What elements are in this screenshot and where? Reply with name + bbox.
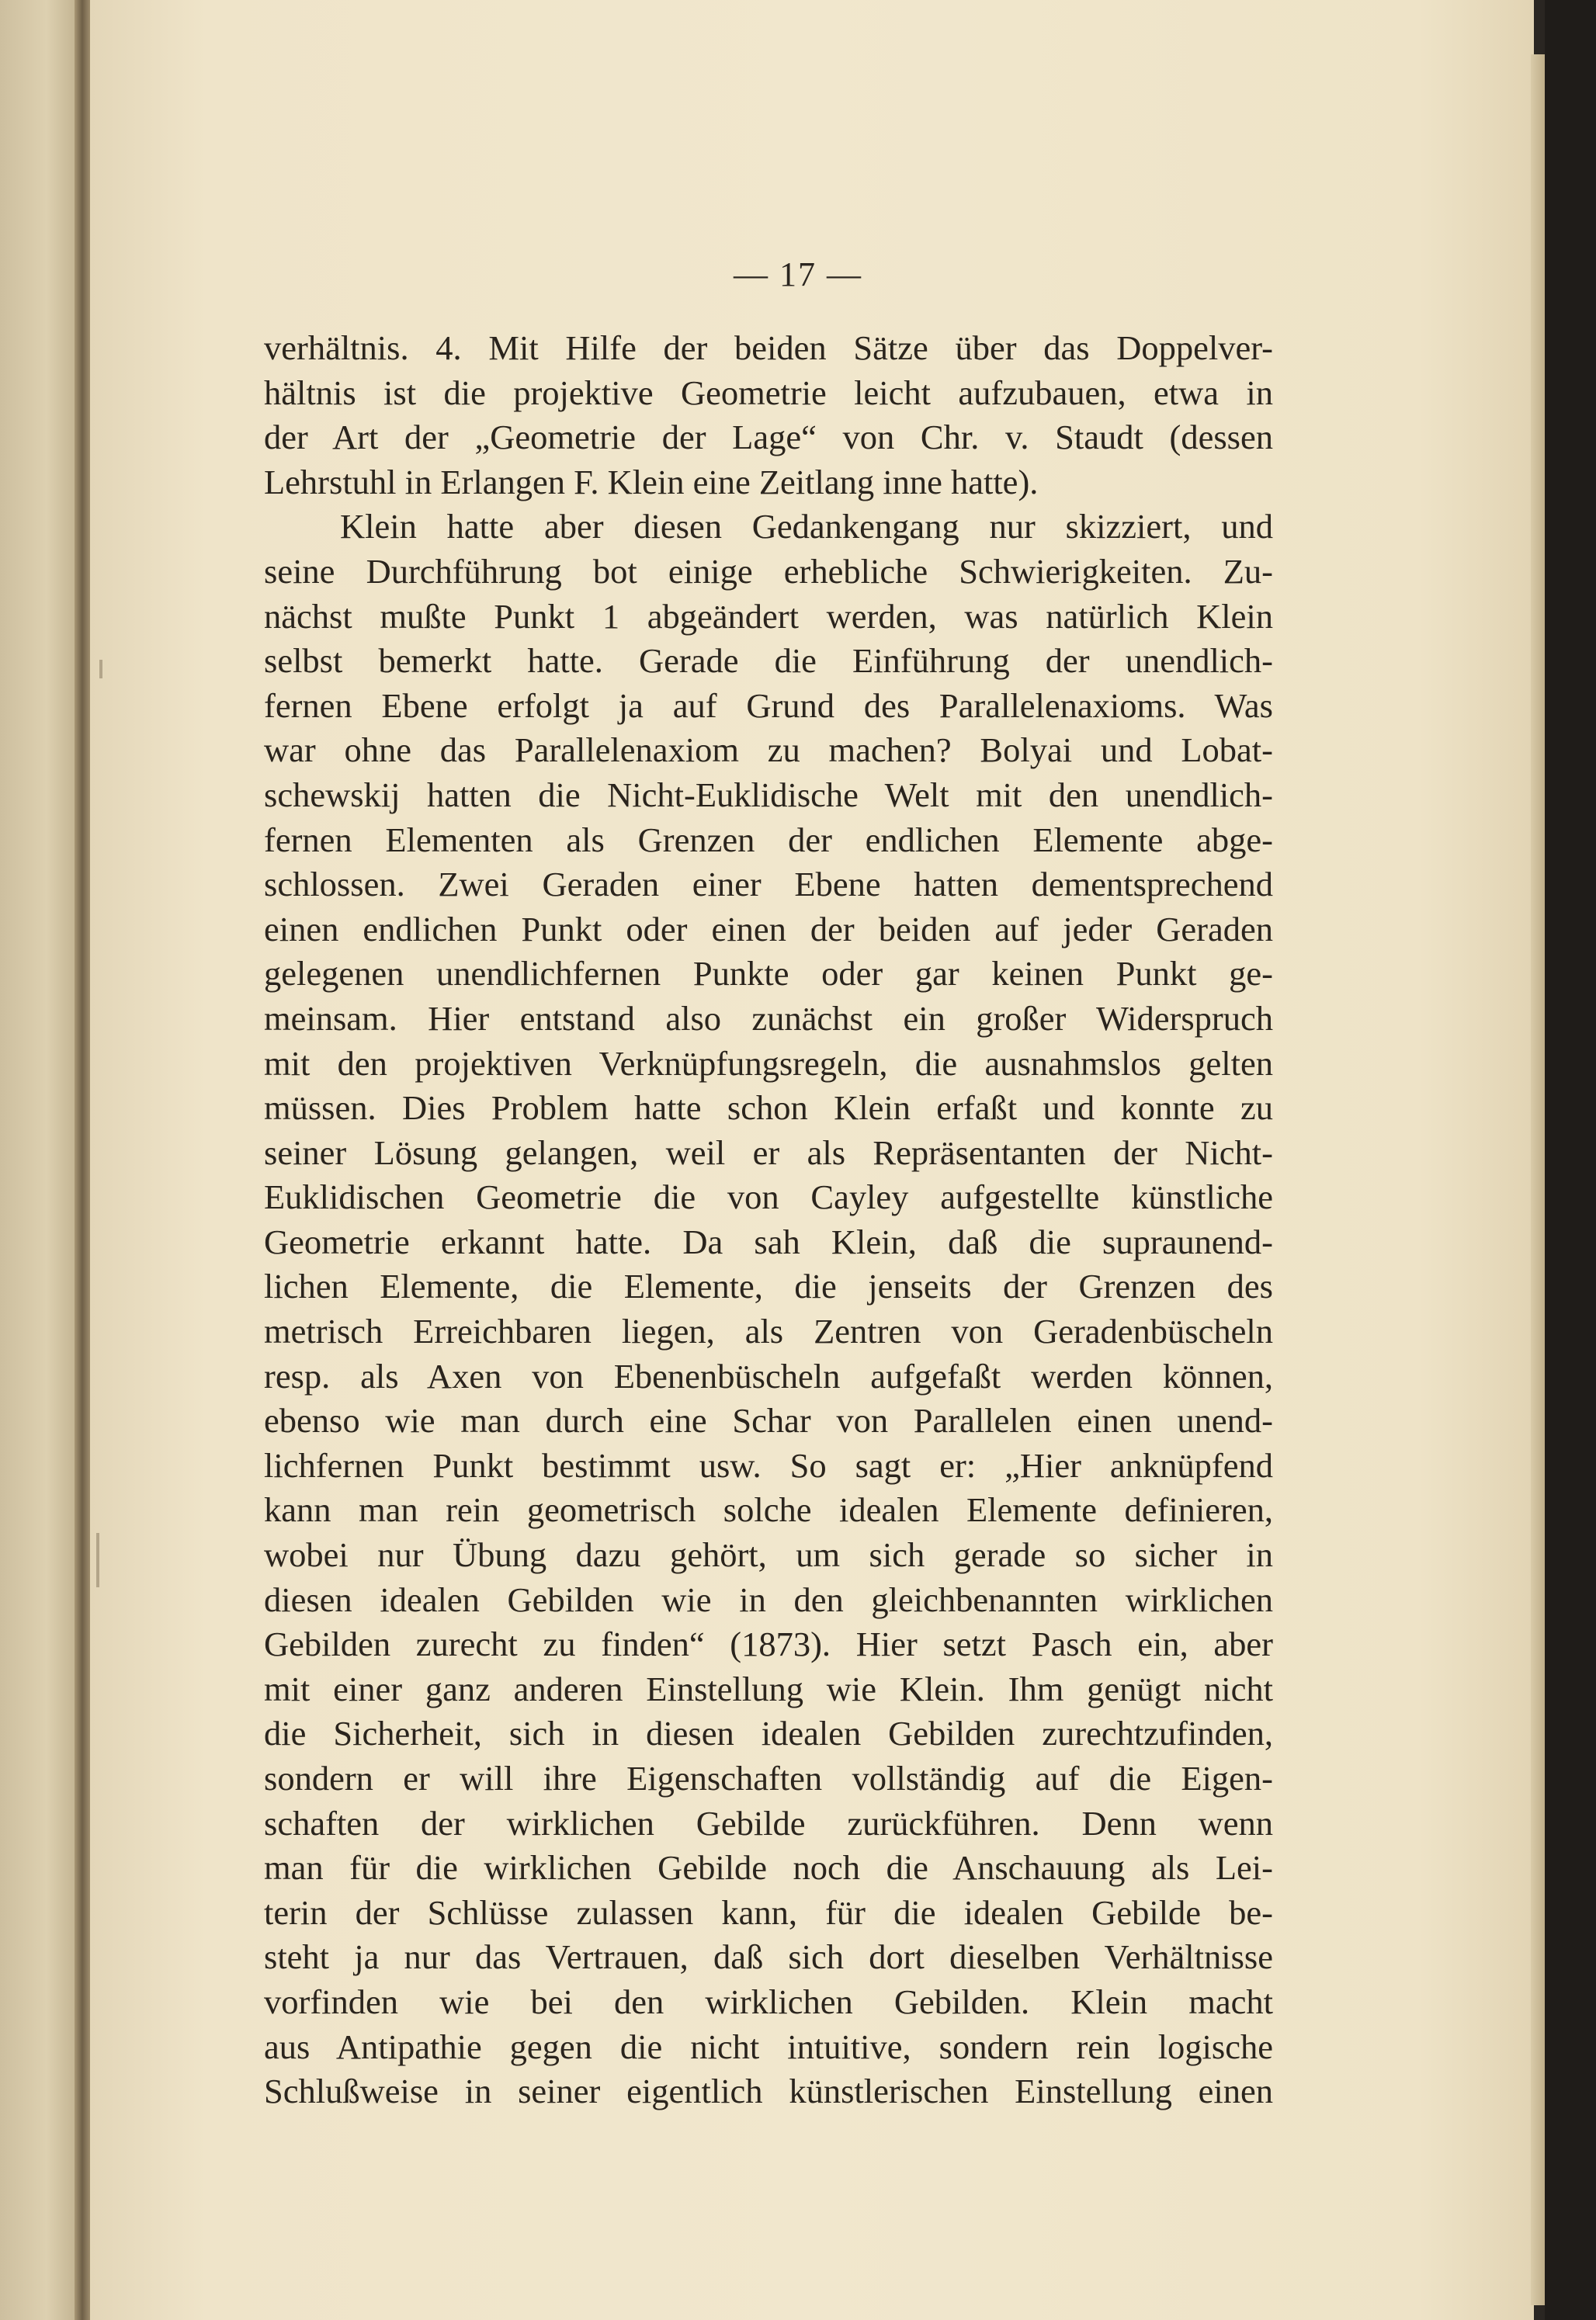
text-line: Klein hatte aber diesen Gedankengang nur skizziert, und (340, 507, 1273, 546)
text-line: metrisch Erreichbaren liegen, als Zentren von Geradenbüscheln (264, 1312, 1273, 1351)
text-line: steht ja nur das Vertrauen, daß sich dort dieselben Verhältnisse (264, 1937, 1273, 1977)
text-line: lichen Elemente, die Elemente, die jenseits der Grenzen des (264, 1267, 1273, 1306)
text-line: die Sicherheit, sich in diesen idealen Gebilden zurechtzufinden, (264, 1714, 1273, 1753)
text-line: seiner Lösung gelangen, weil er als Repräsentanten der Nicht- (264, 1132, 1273, 1172)
text-line: nächst mußte Punkt 1 abgeändert werden, was natürlich Klein (264, 596, 1273, 636)
text-line: lichfernen Punkt bestimmt usw. So sagt er: „Hier anknüpfend (264, 1445, 1273, 1485)
text-line: der Art der „Geometrie der Lage“ von Chr. v. Staudt (dessen (264, 418, 1273, 457)
text-line: gelegenen unendlichfernen Punkte oder gar keinen Punkt ge- (264, 954, 1273, 994)
paragraph (264, 326, 1273, 505)
facing-page-edge (0, 0, 78, 2320)
text-line: war ohne das Parallelenaxiom zu machen? Bolyai und Lobat- (264, 730, 1273, 770)
text-line: kann man rein geometrisch solche idealen Elemente definieren, (264, 1490, 1273, 1530)
text-line: selbst bemerkt hatte. Gerade die Einführung der unendlich- (264, 641, 1273, 681)
text-line: aus Antipathie gegen die nicht intuitive, sondern rein logische (264, 2027, 1273, 2066)
paragraph (264, 505, 1273, 2114)
text-line: meinsam. Hier entstand also zunächst ein großer Widerspruch (264, 998, 1273, 1038)
body-text (264, 326, 1273, 2114)
text-line: vorfinden wie bei den wirklichen Gebilden. Klein macht (264, 1982, 1273, 2021)
text-line: resp. als Axen von Ebenenbüscheln aufgefaßt werden können, (264, 1356, 1273, 1396)
book-gutter (75, 0, 92, 2320)
margin-mark (99, 660, 102, 678)
page-edge-shadow (1531, 54, 1545, 2305)
text-line: schlossen. Zwei Geraden einer Ebene hatten dementsprechend (264, 865, 1273, 904)
scan-right-border (1545, 0, 1596, 2320)
text-line: Euklidischen Geometrie die von Cayley aufgestellte künstliche (264, 1177, 1273, 1217)
margin-mark (96, 1533, 99, 1587)
text-line: wobei nur Übung dazu gehört, um sich gerade so sicher in (264, 1535, 1273, 1575)
text-line: schaften der wirklichen Gebilde zurückführen. Denn wenn (264, 1803, 1273, 1843)
text-line: hältnis ist die projektive Geometrie leicht aufzubauen, etwa in (264, 373, 1273, 412)
text-line: verhältnis. 4. Mit Hilfe der beiden Sätze über das Doppelver- (264, 328, 1273, 367)
text-line: Geometrie erkannt hatte. Da sah Klein, daß die supraunend- (264, 1222, 1273, 1261)
text-line: müssen. Dies Problem hatte schon Klein erfaßt und konnte zu (264, 1088, 1273, 1128)
text-line: diesen idealen Gebilden wie in den gleichbenannten wirklichen (264, 1580, 1273, 1619)
text-line: terin der Schlüsse zulassen kann, für die idealen Gebilde be- (264, 1892, 1273, 1932)
text-line: man für die wirklichen Gebilde noch die Anschauung als Lei- (264, 1848, 1273, 1888)
text-line: fernen Ebene erfolgt ja auf Grund des Parallelenaxioms. Was (264, 685, 1273, 725)
text-line: Gebilden zurecht zu finden“ (1873). Hier setzt Pasch ein, aber (264, 1625, 1273, 1664)
text-line: mit einer ganz anderen Einstellung wie Klein. Ihm genügt nicht (264, 1669, 1273, 1708)
text-line: einen endlichen Punkt oder einen der beiden auf jeder Geraden (264, 909, 1273, 948)
text-line: schewskij hatten die Nicht-Euklidische Welt mit den unendlich- (264, 775, 1273, 814)
page-number: — 17 — (734, 255, 862, 293)
text-line: mit den projektiven Verknüpfungsregeln, die ausnahmslos gelten (264, 1043, 1273, 1083)
text-line: sondern er will ihre Eigenschaften vollständig auf die Eigen- (264, 1759, 1273, 1798)
text-line: seine Durchführung bot einige erhebliche Schwierigkeiten. Zu- (264, 551, 1273, 591)
text-line: Lehrstuhl in Erlangen F. Klein eine Zeitlang inne hatte). (264, 462, 1039, 501)
text-line: Schlußweise in seiner eigentlich künstlerischen Einstellung einen (264, 2072, 1273, 2111)
text-line: fernen Elementen als Grenzen der endlichen Elemente abge- (264, 820, 1273, 859)
text-line: ebenso wie man durch eine Schar von Parallelen einen unend- (264, 1401, 1273, 1441)
